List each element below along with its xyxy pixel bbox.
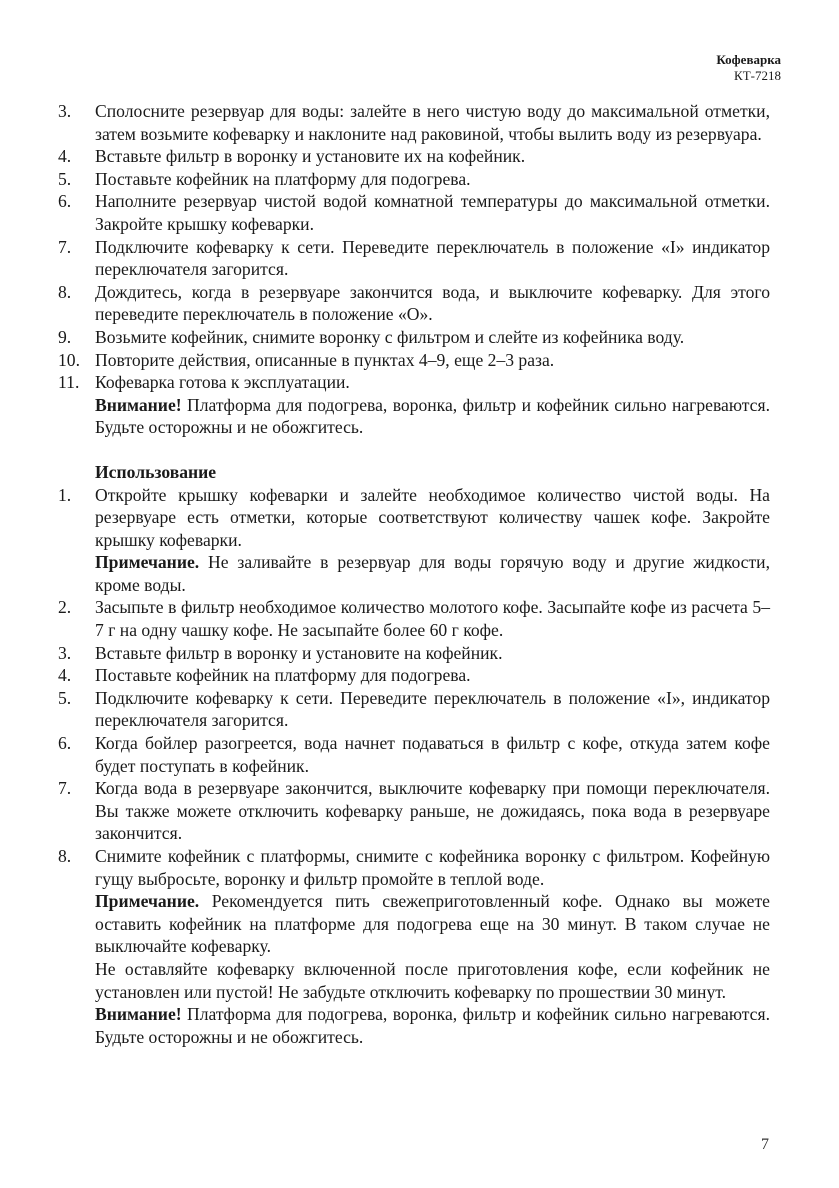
list-item <box>58 664 770 687</box>
usage-heading: Использование <box>95 461 217 482</box>
item-text: Поставьте кофейник на платформу для подогрева. <box>95 665 471 686</box>
item-text: Сполосните резервуар для воды: залейте в него чистую воду до максимальной отметки, затем возьмите кофеварку и наклоните над раковиной, чтобы вылить воду из резервуара. <box>95 101 770 144</box>
item-number: 7. <box>58 778 72 799</box>
item-number: 3. <box>58 642 72 663</box>
item-number: 1. <box>58 484 72 505</box>
header-product: Кофеварка <box>716 52 781 67</box>
item-text: Кофеварка готова к эксплуатации. <box>95 372 350 393</box>
item-text: Когда бойлер разогреется, вода начнет подаваться в фильтр с кофе, откуда затем кофе будет поступать в кофейник. <box>95 733 770 776</box>
list-item <box>58 371 770 394</box>
list-item <box>58 236 770 281</box>
item-text: Засыпьте в фильтр необходимое количество молотого кофе. Засыпайте кофе из расчета 5–7 г на одну чашку кофе. Не засыпайте более 60 г кофе. <box>95 597 770 641</box>
item-number: 6. <box>58 733 72 754</box>
warning-label: Внимание! <box>95 1004 182 1025</box>
list-item <box>58 777 770 845</box>
warning-text: Платформа для подогрева, воронка, фильтр и кофейник сильно нагреваются. Будьте осторожны и не обожгитесь. <box>95 1004 770 1047</box>
item-text: Откройте крышку кофеварки и залейте необходимое количество чистой воды. На резервуаре есть отметки, которые соответствуют количеству чашек кофе. Закройте крышку кофеварки. <box>95 484 770 550</box>
item-text: Повторите действия, описанные в пунктах 4–9, еще 2–3 раза. <box>95 349 555 370</box>
item-text: Снимите кофейник с платформы, снимите с кофейника воронку с фильтром. Кофейную гущу выбросьте, воронку и фильтр промойте в теплой воде. <box>95 846 770 889</box>
warning-label: Внимание! <box>95 394 182 415</box>
item-text: Когда вода в резервуаре закончится, выключите кофеварку при помощи переключателя. Вы также можете отключить кофеварку раньше, не дожидаясь, пока вода в резервуаре закончится. <box>95 778 770 844</box>
note-1 <box>95 551 770 596</box>
list-item <box>58 145 770 168</box>
note-label: Примечание. <box>95 891 200 912</box>
item-number: 9. <box>58 326 72 347</box>
list-item <box>58 484 770 552</box>
list-item <box>58 281 770 326</box>
list-item <box>58 687 770 732</box>
item-number: 11. <box>58 372 80 393</box>
preparation-list <box>58 100 770 394</box>
list-item <box>58 732 770 777</box>
item-number: 4. <box>58 146 72 167</box>
item-number: 10. <box>58 349 80 370</box>
item-text: Подключите кофеварку к сети. Переведите переключатель в положение «I», индикатор переключателя загорится. <box>95 687 770 731</box>
page-header <box>716 52 781 84</box>
item-text: Возьмите кофейник, снимите воронку с фильтром и слейте из кофейника воду. <box>95 326 685 347</box>
list-item <box>58 100 770 145</box>
note-text: Не заливайте в резервуар для воды горячую воду и другие жидкости, кроме воды. <box>95 552 770 595</box>
item-number: 7. <box>58 236 72 257</box>
item-number: 2. <box>58 597 72 618</box>
caution-paragraph: Не оставляйте кофеварку включенной после приготовления кофе, если кофейник не установлен или пустой! Не забудьте отключить кофеварку по прошествии 30 минут. <box>95 958 770 1002</box>
list-item <box>58 845 770 890</box>
list-item <box>58 326 770 349</box>
list-item <box>58 642 770 665</box>
item-number: 6. <box>58 191 72 212</box>
item-number: 8. <box>58 846 72 866</box>
list-item <box>58 168 770 191</box>
item-text: Дождитесь, когда в резервуаре закончится вода, и выключите кофеварку. Для этого переведите переключатель в положение «О». <box>95 281 770 325</box>
item-text: Вставьте фильтр в воронку и установите их на кофейник. <box>95 146 526 167</box>
note-text: Рекомендуется пить свежеприготовленный кофе. Однако вы можете оставить кофейник на платформе для подогрева еще на 30 минут. В таком случае не выключайте кофеварку. <box>95 891 770 957</box>
warning-1 <box>95 394 770 439</box>
item-number: 3. <box>58 101 72 121</box>
warning-2 <box>95 1003 770 1048</box>
item-text: Подключите кофеварку к сети. Переведите переключатель в положение «I» индикатор переключателя загорится. <box>95 236 770 280</box>
list-item <box>58 349 770 372</box>
item-text: Вставьте фильтр в воронку и установите на кофейник. <box>95 642 503 663</box>
item-number: 5. <box>58 168 72 189</box>
page-number: 7 <box>761 1136 769 1153</box>
item-text: Наполните резервуар чистой водой комнатной температуры до максимальной отметки. Закройте крышку кофеварки. <box>95 191 770 234</box>
header-model: КТ-7218 <box>734 68 781 83</box>
list-item <box>58 190 770 235</box>
item-text: Поставьте кофейник на платформу для подогрева. <box>95 168 471 189</box>
page-content <box>58 100 770 1048</box>
note-2 <box>95 890 770 958</box>
note-label: Примечание. <box>95 552 200 573</box>
warning-text: Платформа для подогрева, воронка, фильтр и кофейник сильно нагреваются. Будьте осторожны и не обожгитесь. <box>95 394 770 438</box>
item-number: 5. <box>58 687 72 708</box>
item-number: 8. <box>58 281 72 302</box>
list-item <box>58 596 770 641</box>
item-number: 4. <box>58 665 72 686</box>
